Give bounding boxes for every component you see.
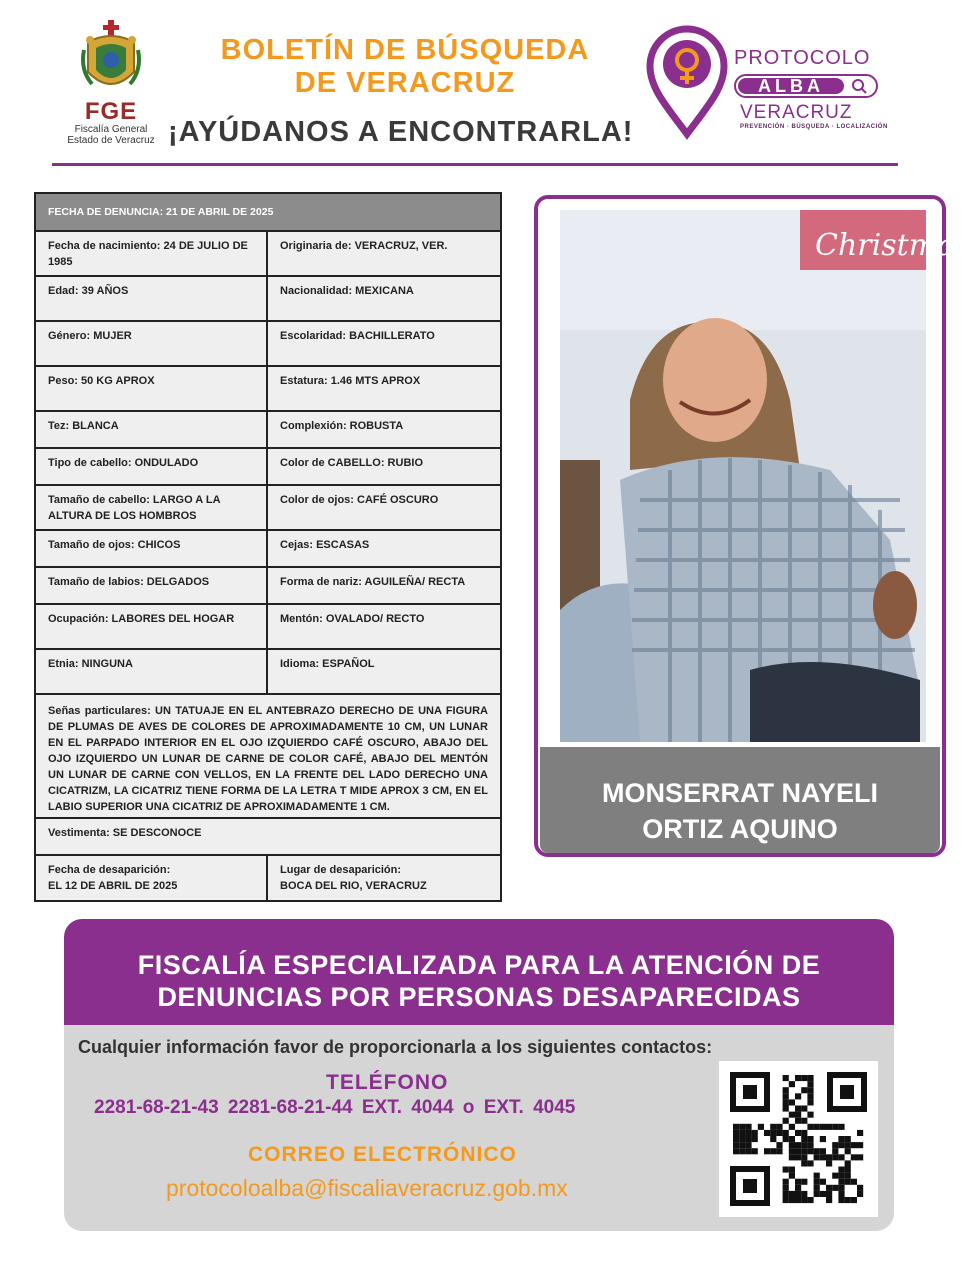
qr-module [845,1148,851,1154]
alba-pill [734,74,878,98]
qr-module [739,1130,745,1136]
qr-module [739,1124,745,1130]
table-row [36,449,500,486]
phone-numbers: 2281-68-21-43 2281-68-21-44 EXT. 4044 o EXT. 4045 [94,1097,576,1118]
ethnicity: Etnia: NINGUNA [36,650,268,693]
qr-module [838,1142,844,1148]
report-date-row [36,194,500,232]
fge-title: FGE [84,98,138,125]
qr-module [783,1136,789,1142]
qr-module [795,1106,801,1112]
banner-line-2: DENUNCIAS POR PERSONAS DESAPARECIDAS [157,982,801,1012]
qr-module [745,1124,751,1130]
qr-module [857,1130,863,1136]
qr-module [783,1093,789,1099]
missing-person-card [534,195,971,857]
name-line-2: ORTIZ AQUINO [642,814,838,844]
chin: Mentón: OVALADO/ RECTO [280,613,425,625]
table-row [36,486,500,531]
qr-module [801,1160,807,1166]
disappearance-place: BOCA DEL RIO, VERACRUZ [280,880,427,892]
qr-module [807,1124,813,1130]
occupation: Ocupación: LABORES DEL HOGAR [36,605,268,648]
qr-module [795,1130,801,1136]
qr-module [733,1142,739,1148]
qr-module [789,1136,795,1142]
prosecutor-banner-text [64,949,894,1013]
qr-module [832,1173,838,1179]
distinguishing-marks: Señas particulares: UN TATUAJE EN EL ANTEBRAZO DERECHO DE UNA FIGURA DE PLUMAS DE AVES DE COLORES DE APROXIMADAMENTE 10 CM, UN LUNAR EN EL PARPADO INTERIOR EN EL OJO IZQUIERDO CAFÉ OSCURO, ABAJO DEL OJO IZQUIERDO UN LUNAR DE CARNE DE COLOR CAFÉ, ABAJO DEL MENTÓN UN LUNAR DE CARNE CON VELLOS, EN LA FRENTE DEL LADO DERECHO UNA CICATRIZM, LA CICATRIZ TIENE FORMA DE LA LETRA T MIDE APROX 3 CM, EN EL LABIO SUPERIOR UNA CICATRIZ DE APROXIMADAMENTE 1 CM. [48,705,488,813]
qr-module [814,1124,820,1130]
qr-module [838,1154,844,1160]
qr-module [783,1075,789,1081]
qr-module [733,1148,739,1154]
qr-module [807,1112,813,1118]
qr-module [739,1136,745,1142]
alba-word: ALBA [758,76,824,96]
email-address[interactable]: protocoloalba@fiscaliaveracruz.gob.mx [166,1175,568,1201]
qr-module [752,1136,758,1142]
qr-module [826,1191,832,1197]
qr-module [820,1136,826,1142]
qr-module [789,1167,795,1173]
birth-date: Fecha de nacimiento: 24 DE JULIO DE 1985 [36,232,268,275]
clothing-row [36,819,500,856]
qr-module [832,1185,838,1191]
table-row [36,367,500,412]
complexion-tone: Tez: BLANCA [36,412,268,447]
gender: Género: MUJER [36,322,268,365]
fge-subtitle: Fiscalía General [74,124,148,135]
hair-color: Color de CABELLO: RUBIO [280,457,423,469]
qr-module [807,1136,813,1142]
qr-module [783,1185,789,1191]
qr-module [814,1148,820,1154]
qr-module [845,1142,851,1148]
qr-module [845,1167,851,1173]
qr-module [807,1160,813,1166]
qr-module [776,1124,782,1130]
qr-module [745,1148,751,1154]
qr-module [814,1185,820,1191]
qr-module [845,1136,851,1142]
qr-module [820,1124,826,1130]
qr-module [851,1154,857,1160]
qr-module [838,1197,844,1203]
qr-module [795,1185,801,1191]
build: Complexión: ROBUSTA [280,420,404,432]
qr-module [733,1124,739,1130]
name-line-1: MONSERRAT NAYELI [601,778,879,808]
qr-module [857,1191,863,1197]
qr-module [838,1136,844,1142]
qr-module [832,1124,838,1130]
qr-module [801,1154,807,1160]
hair-type: Tipo de cabello: ONDULADO [36,449,268,484]
qr-module [851,1179,857,1185]
qr-module [770,1148,776,1154]
alba-veracruz-text: VERACRUZ [740,102,853,123]
qr-module [795,1191,801,1197]
qr-module [789,1173,795,1179]
qr-module [733,1130,739,1136]
qr-module [832,1142,838,1148]
veracruz-seal-icon [80,20,142,100]
bulletin-title-line-1: BOLETÍN DE BÚSQUEDA [220,34,590,66]
qr-module [826,1185,832,1191]
qr-module [814,1179,820,1185]
qr-module [814,1191,820,1197]
qr-module [795,1142,801,1148]
qr-module [783,1106,789,1112]
qr-module [745,1130,751,1136]
qr-module [807,1099,813,1105]
qr-module [733,1136,739,1142]
qr-module [832,1154,838,1160]
qr-module [845,1160,851,1166]
missing-person-photo [560,210,971,742]
qr-module [776,1142,782,1148]
qr-module [801,1142,807,1148]
qr-module [789,1081,795,1087]
qr-module [783,1118,789,1124]
qr-module [739,1142,745,1148]
qr-module [807,1087,813,1093]
help-headline: ¡AYÚDANOS A ENCONTRARLA! [168,116,634,148]
alba-protocolo-text: PROTOCOLO [734,47,871,69]
qr-module [801,1148,807,1154]
qr-module [838,1185,844,1191]
qr-module [801,1130,807,1136]
contact-lead: Cualquier información favor de proporcionarla a los siguientes contactos: [78,1037,713,1057]
table-row [36,277,500,322]
language: Idioma: ESPAÑOL [280,658,375,670]
qr-module [838,1179,844,1185]
alba-tagline: PREVENCIÓN · BÚSQUEDA · LOCALIZACIÓN [740,124,888,130]
location-pin-female-icon [646,26,732,138]
qr-module [770,1124,776,1130]
qr-module [807,1081,813,1087]
disappearance-place-label: Lugar de desaparición: [280,864,402,876]
qr-module [857,1154,863,1160]
prosecutor-banner [64,919,894,1025]
qr-module [764,1130,770,1136]
qr-module [789,1154,795,1160]
hair-length: Tamaño de cabello: LARGO A LA ALTURA DE LOS HOMBROS [36,486,268,529]
qr-module [851,1197,857,1203]
name-band [540,747,940,853]
qr-module [820,1154,826,1160]
qr-module [832,1148,838,1154]
qr-module [845,1179,851,1185]
header-divider [52,163,898,166]
qr-module [783,1099,789,1105]
nose-shape: Forma de nariz: AGUILEÑA/ RECTA [280,576,466,588]
qr-module [789,1099,795,1105]
qr-module [801,1075,807,1081]
qr-code-icon[interactable] [719,1061,878,1217]
search-icon [850,78,870,94]
qr-module [814,1154,820,1160]
disappearance-place-cell [268,856,500,900]
report-date: FECHA DE DENUNCIA: 21 DE ABRIL DE 2025 [48,206,274,218]
disappearance-date: EL 12 DE ABRIL DE 2025 [48,880,178,892]
qr-module [789,1191,795,1197]
banner-line-1: FISCALÍA ESPECIALIZADA PARA LA ATENCIÓN DE [137,950,821,980]
qr-module [758,1124,764,1130]
table-row [36,232,500,277]
missing-person-name [540,775,940,847]
qr-module [789,1148,795,1154]
disappearance-date-cell [36,856,268,900]
qr-module [795,1154,801,1160]
qr-module [752,1130,758,1136]
age: Edad: 39 AÑOS [36,277,268,320]
phone-label: TELÉFONO [326,1071,449,1094]
christmas-sign-text: Christmas [815,228,971,263]
eye-color: Color de ojos: CAFÉ OSCURO [280,494,439,506]
qr-module [826,1197,832,1203]
qr-module [801,1197,807,1203]
qr-module [820,1148,826,1154]
qr-module [739,1148,745,1154]
bulletin-title-line-2: DE VERACRUZ [294,67,516,99]
marks-row [36,695,500,819]
table-row [36,650,500,695]
education: Escolaridad: BACHILLERATO [280,330,435,342]
qr-module [789,1124,795,1130]
qr-module [795,1075,801,1081]
qr-module [857,1142,863,1148]
lip-size: Tamaño de labios: DELGADOS [36,568,268,603]
qr-module [845,1173,851,1179]
qr-module [795,1093,801,1099]
eye-size: Tamaño de ojos: CHICOS [36,531,268,566]
qr-module [795,1118,801,1124]
qr-module [826,1124,832,1130]
qr-module [801,1136,807,1142]
origin: Originaria de: VERACRUZ, VER. [280,240,448,252]
qr-module [764,1148,770,1154]
qr-module [845,1197,851,1203]
qr-module [795,1179,801,1185]
qr-module [826,1160,832,1166]
qr-module [857,1185,863,1191]
qr-module [801,1179,807,1185]
contact-box [64,1025,894,1231]
qr-module [745,1136,751,1142]
qr-module [795,1112,801,1118]
table-row [36,322,500,367]
qr-module [801,1087,807,1093]
email-label: CORREO ELECTRÓNICO [248,1143,517,1166]
qr-module [807,1075,813,1081]
qr-module [820,1191,826,1197]
qr-module [838,1173,844,1179]
qr-module [783,1197,789,1203]
qr-module [801,1106,807,1112]
disappearance-date-label: Fecha de desaparición: [48,864,171,876]
qr-module [745,1142,751,1148]
info-table [34,192,502,902]
qr-module [795,1197,801,1203]
table-row [36,568,500,605]
table-row [36,531,500,568]
qr-module [776,1130,782,1136]
fge-subtitle-state: Estado de Veracruz [67,135,155,146]
qr-module [795,1148,801,1154]
qr-module [789,1112,795,1118]
weight: Peso: 50 KG APROX [36,367,268,410]
qr-module [770,1130,776,1136]
qr-module [783,1087,789,1093]
qr-module [807,1093,813,1099]
qr-module [814,1173,820,1179]
qr-module [807,1148,813,1154]
table-row [36,605,500,650]
nationality: Nacionalidad: MEXICANA [280,285,414,297]
qr-module [801,1118,807,1124]
qr-module [783,1130,789,1136]
qr-module [770,1136,776,1142]
bulletin-title [180,34,630,100]
height: Estatura: 1.46 MTS APROX [280,375,421,387]
table-row [36,412,500,449]
qr-module [820,1179,826,1185]
qr-module [807,1197,813,1203]
fge-logo [56,20,166,146]
disappearance-row [36,856,500,900]
qr-module [783,1167,789,1173]
person-photo-illustration [560,210,971,742]
qr-module [838,1124,844,1130]
qr-module [826,1154,832,1160]
qr-module [789,1142,795,1148]
qr-module [838,1167,844,1173]
qr-module [838,1191,844,1197]
qr-module [851,1142,857,1148]
qr-module [776,1148,782,1154]
qr-module [783,1179,789,1185]
qr-module [789,1197,795,1203]
qr-module [807,1142,813,1148]
qr-module [801,1191,807,1197]
qr-module [783,1191,789,1197]
clothing: Vestimenta: SE DESCONOCE [48,827,202,839]
eyebrows: Cejas: ESCASAS [280,539,370,551]
qr-module [752,1148,758,1154]
